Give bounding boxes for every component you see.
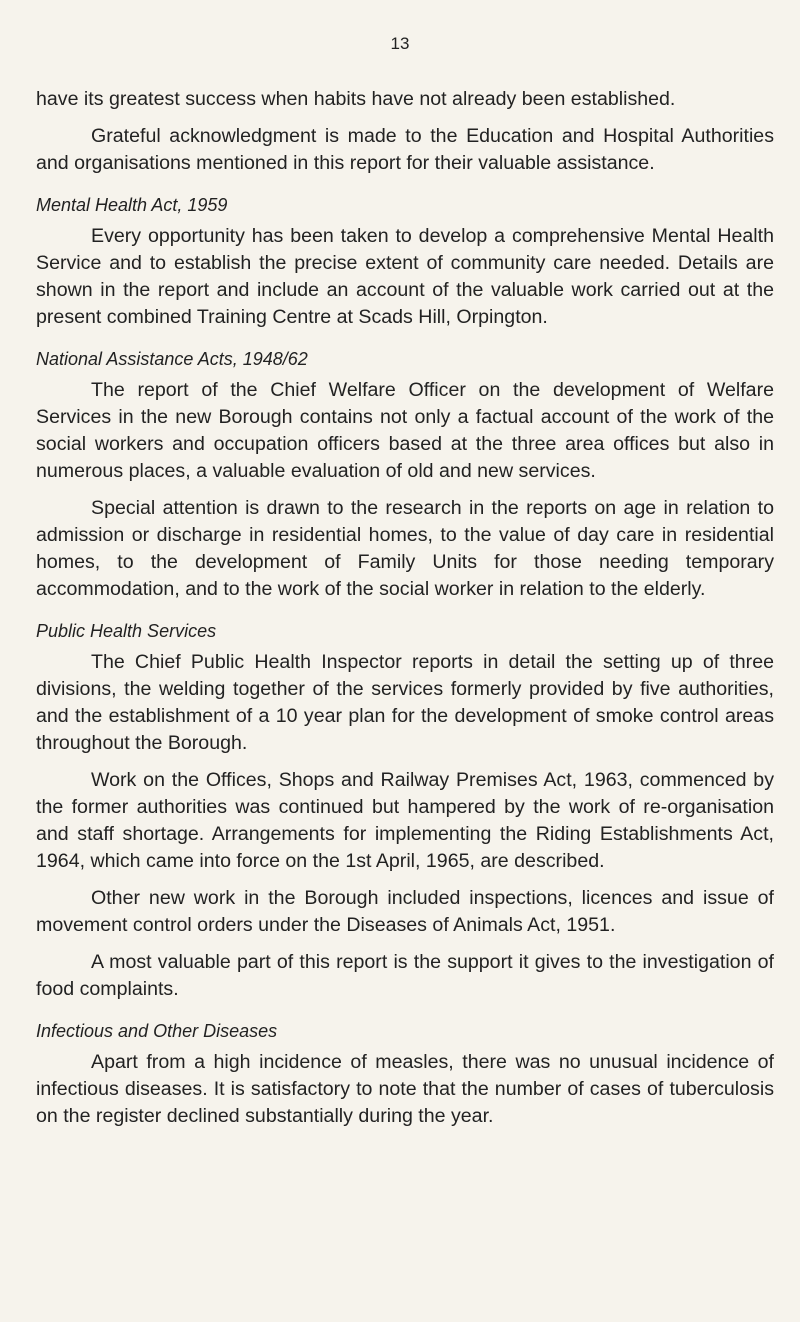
national-assistance-paragraph-1: The report of the Chief Welfare Officer on the development of Welfare Services in the new Borough contains not only a factual account of the work of the social workers and occupation officers based at the three area offices but also in numerous places, a valuable evaluation of old and new services. [36,379,774,482]
public-health-paragraph-4: A most valuable part of this report is the support it gives to the investigation of food complaints. [36,951,774,1000]
national-assistance-paragraph-2: Special attention is drawn to the research in the reports on age in relation to admission or discharge in residential homes, to the value of day care in residential homes, to the development of Family Units for those needing temporary accommodation, and to the work of the social worker in relation to the elderly. [36,497,774,600]
page-number: 13 [390,34,410,53]
public-health-paragraph-3: Other new work in the Borough included inspections, licences and issue of movement control orders under the Diseases of Animals Act, 1951. [36,887,774,936]
public-health-paragraph-1: The Chief Public Health Inspector reports in detail the setting up of three divisions, the welding together of the services formerly provided by five authorities, and the establishment of a 10 year plan for the development of smoke control areas throughout the Borough. [36,651,774,754]
infectious-diseases-paragraph-1: Apart from a high incidence of measles, there was no unusual incidence of infectious diseases. It is satisfactory to note that the number of cases of tuberculosis on the register declined substantially during the year. [36,1051,774,1127]
mental-health-heading: Mental Health Act, 1959 [36,195,228,215]
national-assistance-heading: National Assistance Acts, 1948/62 [36,349,308,369]
public-health-heading: Public Health Services [36,621,217,641]
intro-paragraph-1: have its greatest success when habits have not already been established. [36,88,676,110]
mental-health-paragraph-1: Every opportunity has been taken to develop a comprehensive Mental Health Service and to establish the precise extent of community care needed. Details are shown in the report and include an account of the valuable work carried out at the present combined Training Centre at Scads Hill, Orpington. [36,225,774,328]
public-health-paragraph-2: Work on the Offices, Shops and Railway Premises Act, 1963, commenced by the former authorities was continued but hampered by the work of re-organisation and staff shortage. Arrangements for implementing the Riding Establishments Act, 1964, which came into force on the 1st April, 1965, are described. [36,769,774,872]
infectious-diseases-heading: Infectious and Other Diseases [36,1021,278,1041]
intro-paragraph-2: Grateful acknowledgment is made to the Education and Hospital Authorities and organisations mentioned in this report for their valuable assistance. [36,125,774,174]
page-body [36,86,774,1140]
